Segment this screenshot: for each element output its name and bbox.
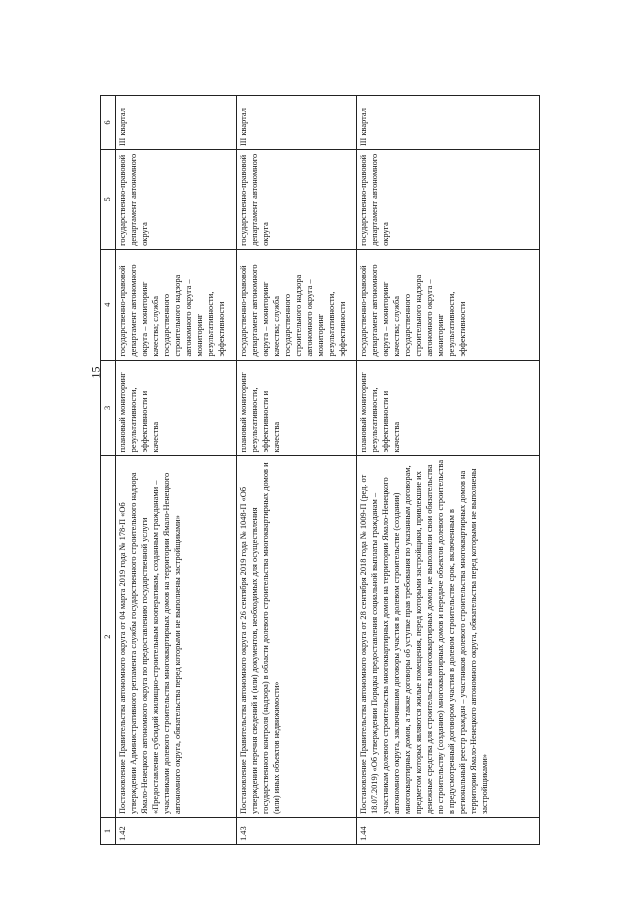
term-cell: III квартал: [237, 96, 357, 150]
header-cell: 5: [101, 150, 116, 250]
document-cell: Постановление Правительства автономного округа от 26 сентября 2019 года № 1048-П «Об утверждении перечня сведений и (или) документов, необходимых для осуществления государственного контроля (надзора) в области долевого строительства многоквартирных домов и (или) иных объектов недвижимости»: [237, 456, 357, 818]
header-cell: 3: [101, 360, 116, 456]
responsible-cell: государственно-правовой департамент автономного округа – мониторинг качества; служба государственного строительного надзора автономного округа – мониторинг результативности, эффективности: [237, 249, 357, 360]
responsible-cell: государственно-правовой департамент автономного округа – мониторинг качества; служба государственного строительного надзора автономного округа – мониторинг результативности, эффективности: [116, 249, 237, 360]
coexecutor-cell: государственно-правовой департамент автономного округа: [237, 150, 357, 250]
table-row: [357, 96, 540, 845]
header-cell: 2: [101, 456, 116, 818]
header-row: [101, 96, 116, 845]
row-number: 1.44: [357, 818, 540, 845]
monitoring-type-cell: плановый мониторинг результативности, эффективности и качества: [116, 360, 237, 456]
header-cell: 4: [101, 249, 116, 360]
coexecutor-cell: государственно-правовой департамент автономного округа: [357, 150, 540, 250]
monitoring-table: [100, 95, 540, 845]
table-row: [116, 96, 237, 845]
row-number: 1.43: [237, 818, 357, 845]
coexecutor-cell: государственно-правовой департамент автономного округа: [116, 150, 237, 250]
responsible-cell: государственно-правовой департамент автономного округа – мониторинг качества; служба государственного строительного надзора автономного округа – мониторинг результативности, эффективности: [357, 249, 540, 360]
row-number: 1.42: [116, 818, 237, 845]
document-cell: Постановление Правительства автономного округа от 04 марта 2019 года № 178-П «Об утверждении Административного регламента службы государственного строительного надзора Ямало-Ненецкого автономного округа по предоставлению государственной услуги «Предоставление субсидий жилищно-строительным кооперативам, созданным гражданами – участниками долевого строительства многоквартирных домов на территории Ямало-Ненецкого автономного округа, обязательства перед которыми не выполнены застройщиками»: [116, 456, 237, 818]
term-cell: III квартал: [357, 96, 540, 150]
rotated-table-container: [100, 95, 540, 845]
table-row: [237, 96, 357, 845]
page-number: 15: [88, 366, 103, 379]
monitoring-type-cell: плановый мониторинг результативности, эффективности и качества: [357, 360, 540, 456]
term-cell: III квартал: [116, 96, 237, 150]
header-cell: 1: [101, 818, 116, 845]
monitoring-type-cell: плановый мониторинг результативности, эффективности и качества: [237, 360, 357, 456]
document-cell: Постановление Правительства автономного округа от 28 сентября 2018 года № 1009-П (ред. от 18.07.2019) «Об утверждении Порядка предоставления социальной выплаты гражданам – участникам долевого строительства многоквартирных домов на территории Ямало-Ненецкого автономного округа, заключившим договоры участия в долевом строительстве (создании) многоквартирных домов, а также договоры об уступке прав требования по указанным договорам, предметом которых являются жилые помещения, перед которыми застройщики, привлекшие их денежные средства для строительства многоквартирных домов, не выполнили свои обязательства по строительству (созданию) многоквартирных домов и передаче объектов долевого строительства в предусмотренный договором участия в долевом строительстве срок, включенным в региональный реестр граждан – участников долевого строительства многоквартирных домов на территории Ямало-Ненецкого автономного округа, обязательства перед которыми не выполнены застройщиками»: [357, 456, 540, 818]
header-cell: 6: [101, 96, 116, 150]
